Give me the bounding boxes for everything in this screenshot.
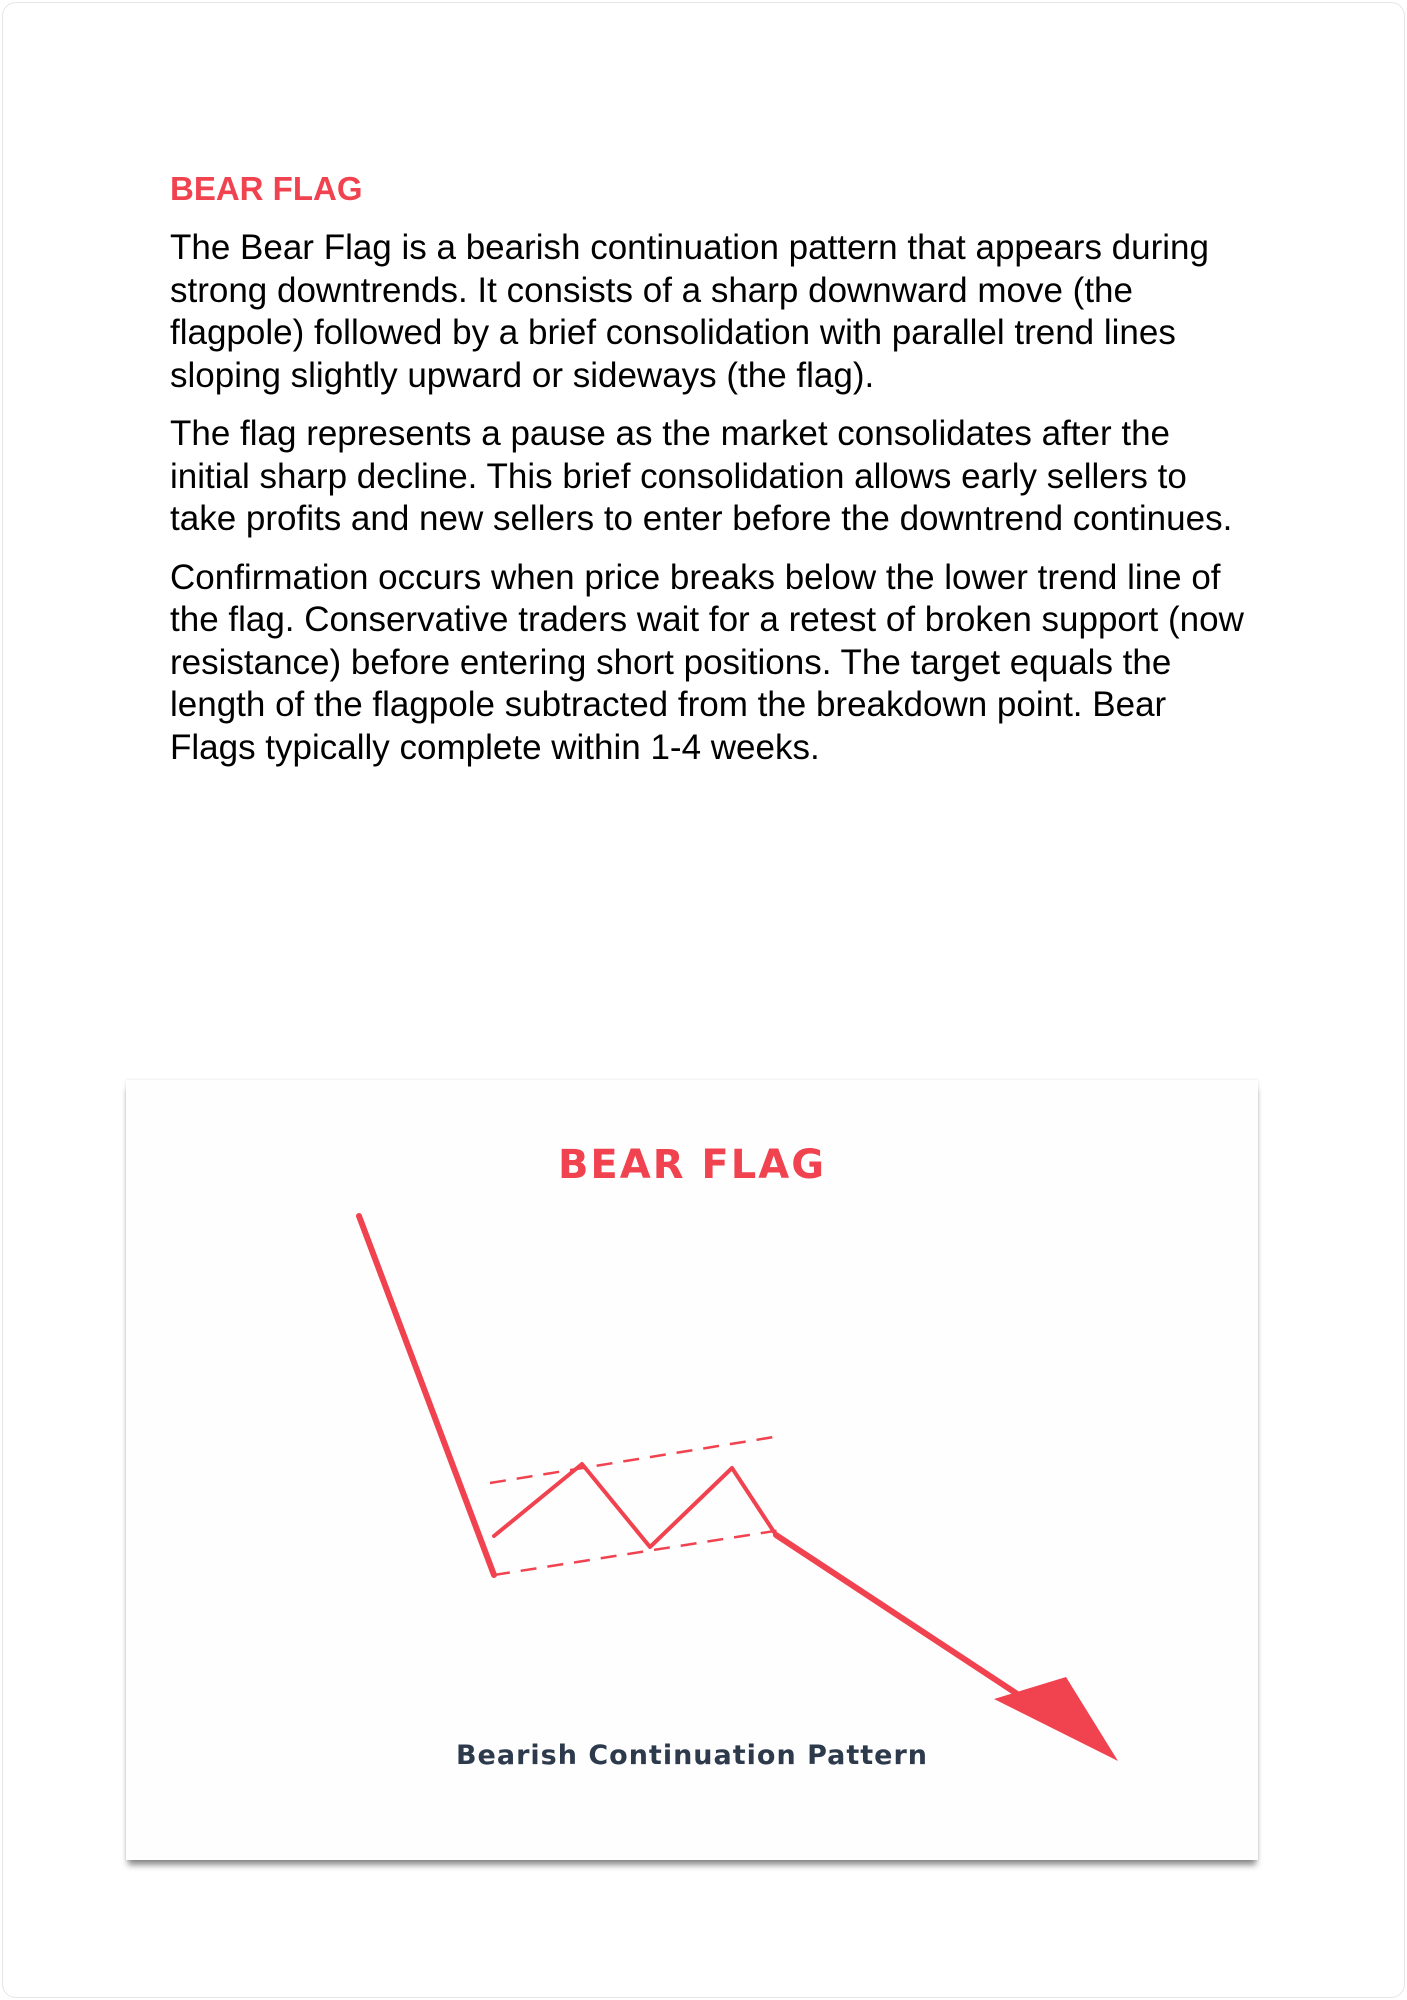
- bear-flag-figure: [126, 1080, 1258, 1860]
- paragraph-definition: The Bear Flag is a bearish continuation pattern that appears during strong downtrends. It consists of a sharp downward move (the flagpole) followed by a brief consolidation with parallel trend lines sloping slightly upward or sideways (the flag).: [170, 228, 1209, 395]
- figure-caption: Bearish Continuation Pattern: [455, 1740, 929, 1771]
- flag-zigzag: [494, 1464, 776, 1547]
- section-heading: BEAR FLAG: [170, 170, 363, 207]
- lower-trend-line: [494, 1530, 781, 1575]
- paragraph-confirmation: Confirmation occurs when price breaks below the lower trend line of the flag. Conservative traders wait for a retest of broken support (now resistance) before entering short positions. The target equals the length of the flagpole subtracted from the breakdown point. Bear Flags typically complete within 1-4 weeks.: [170, 557, 1244, 767]
- paragraph-consolidation: The flag represents a pause as the market consolidates after the initial sharp decline. This brief consolidation allows early sellers to take profits and new sellers to enter before the downtrend continues.: [170, 414, 1233, 538]
- article-body: [170, 165, 1250, 785]
- figure-title: BEAR FLAG: [557, 1142, 827, 1188]
- upper-trend-line: [490, 1437, 774, 1483]
- flagpole-line: [359, 1216, 494, 1575]
